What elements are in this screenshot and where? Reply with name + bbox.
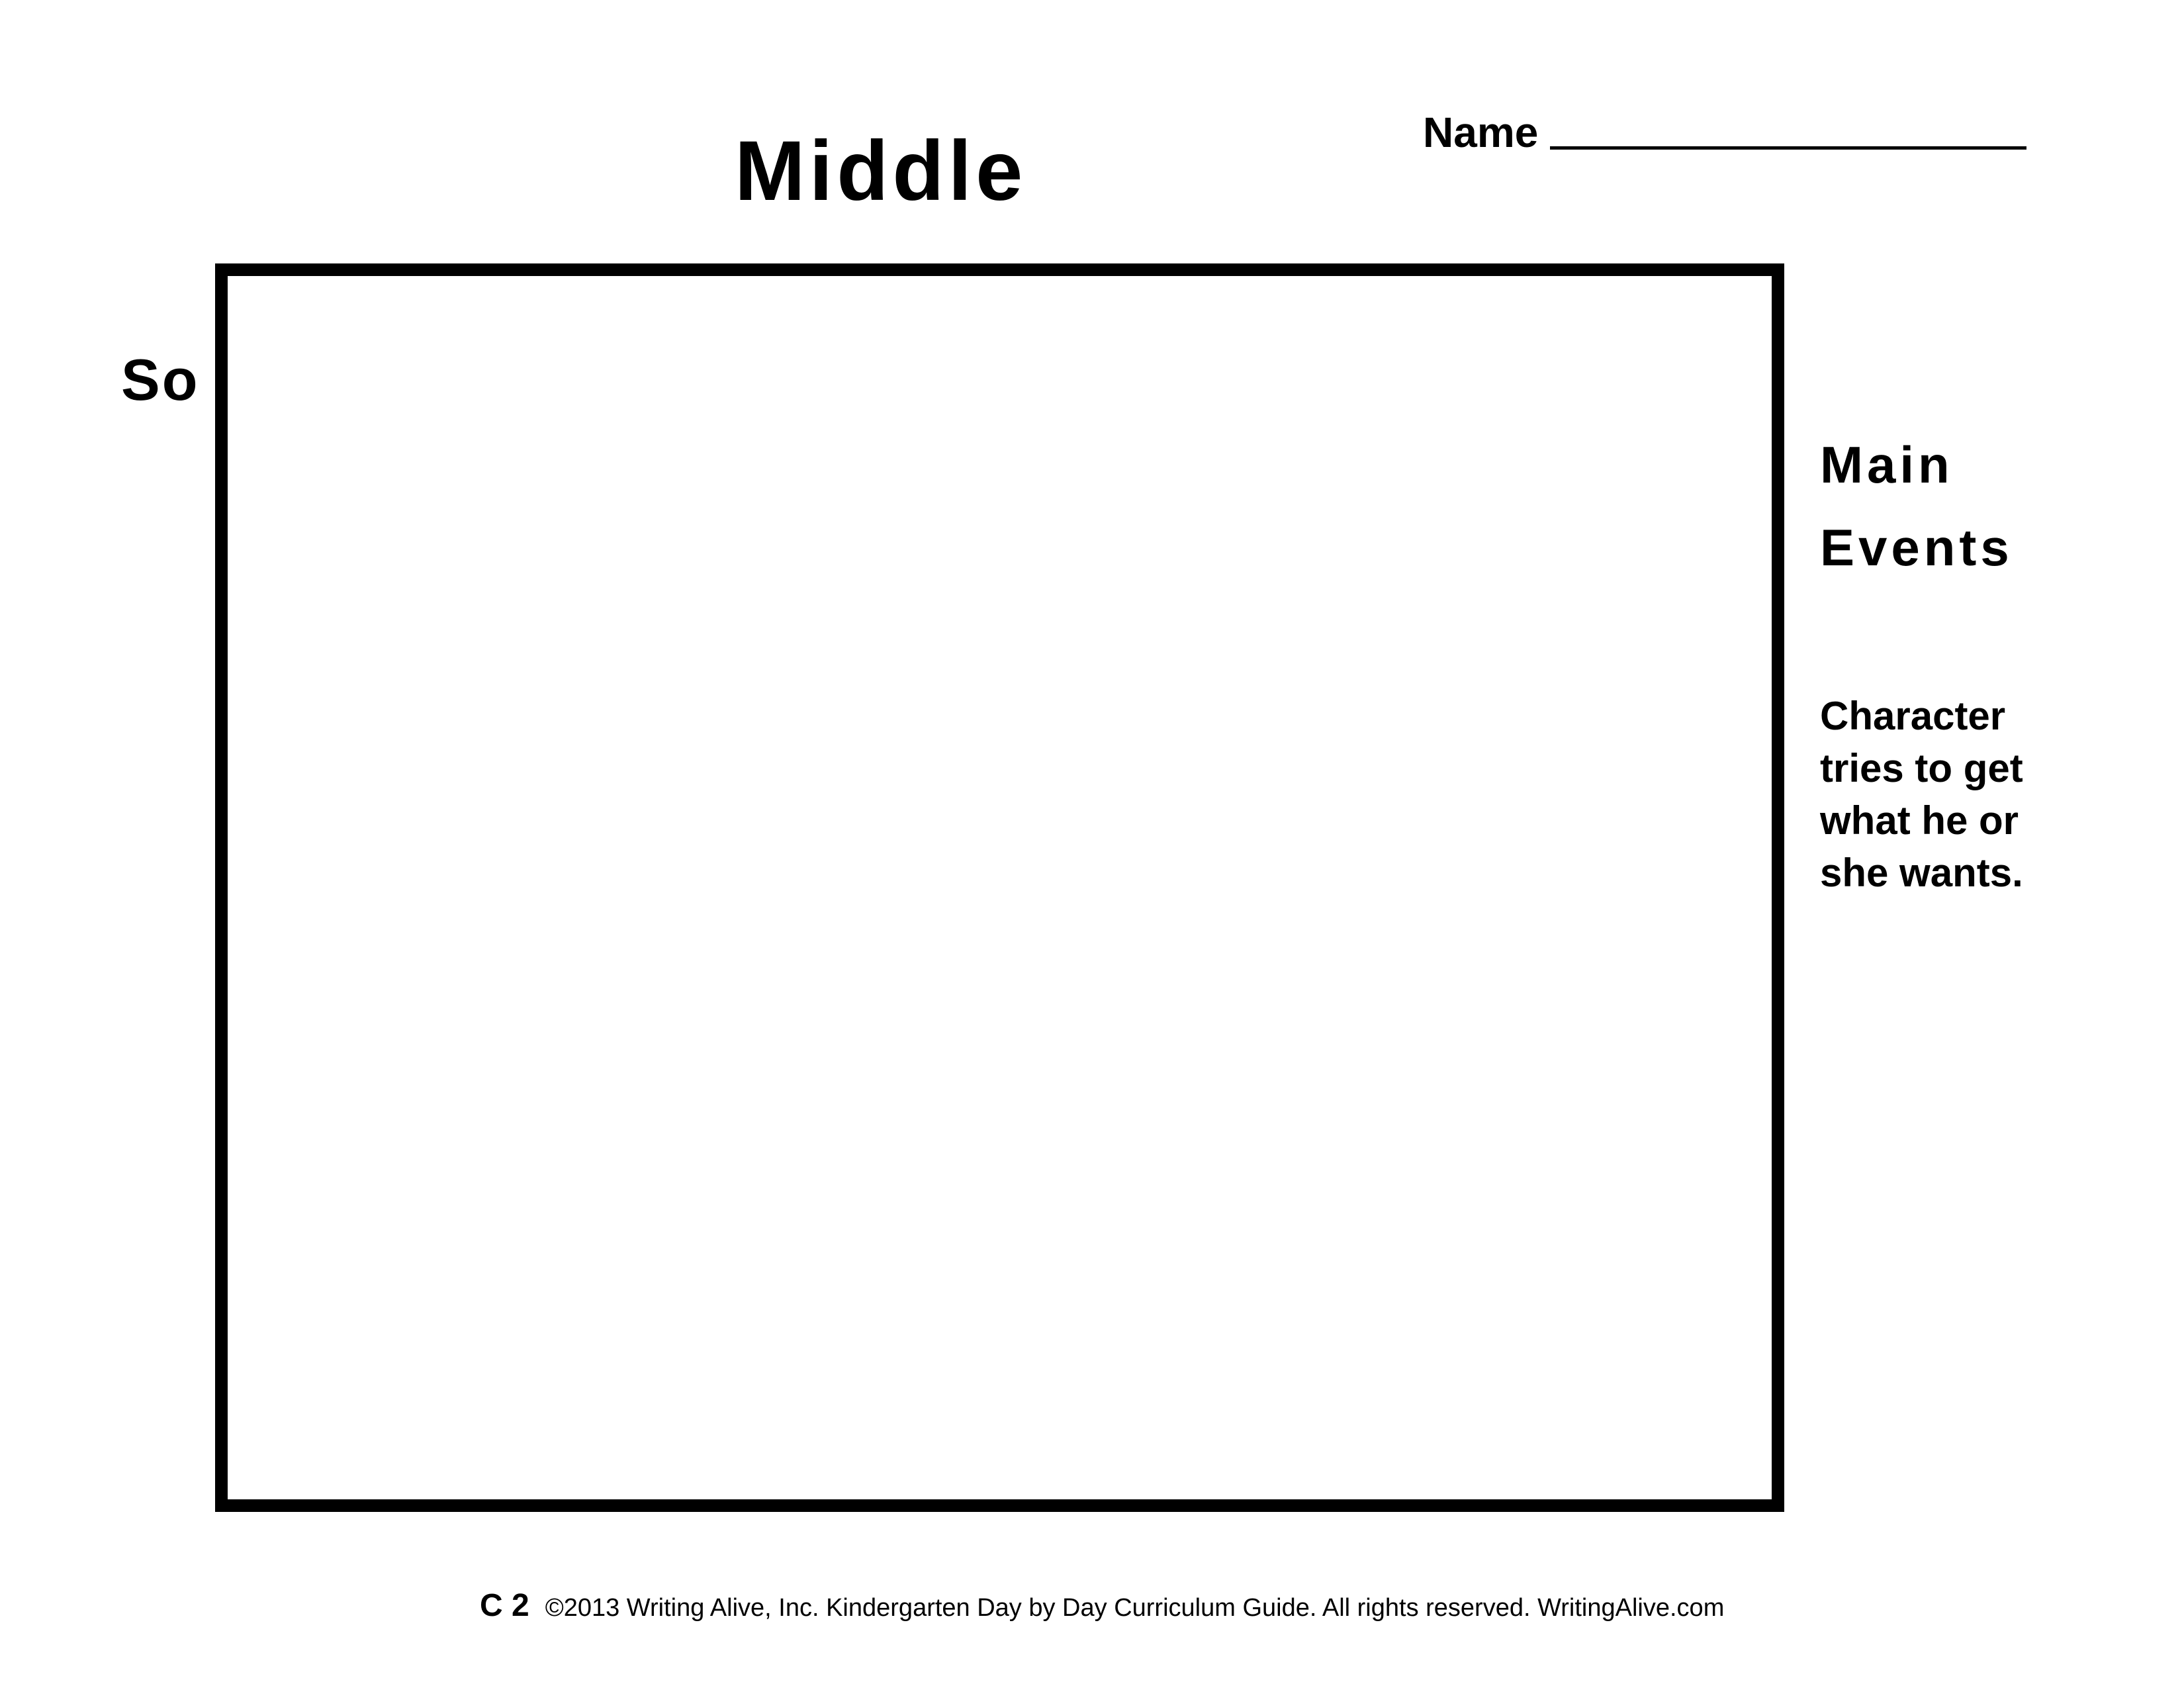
footer [480, 1587, 1724, 1624]
hint-text [1820, 690, 2023, 899]
section-label-line-2: Events [1820, 518, 2013, 577]
copyright-text: ©2013 Writing Alive, Inc. Kindergarten Day by Day Curriculum Guide. All rights reserved. WritingAlive.com [545, 1594, 1725, 1622]
name-blank-line[interactable] [1550, 146, 2026, 150]
section-label-line-1: Main [1820, 436, 1954, 494]
name-label: Name [1423, 109, 1539, 156]
hint-line-2: tries to get [1820, 746, 2023, 790]
name-field [1423, 111, 2026, 154]
section-label [1820, 424, 2013, 589]
hint-line-4: she wants. [1820, 851, 2023, 895]
page-code: C 2 [480, 1588, 529, 1623]
page-title: Middle [735, 124, 1027, 218]
hint-line-1: Character [1820, 694, 2006, 738]
hint-line-3: what he or [1820, 798, 2019, 843]
drawing-box[interactable] [215, 263, 1784, 1512]
side-word-so: So [121, 347, 200, 412]
